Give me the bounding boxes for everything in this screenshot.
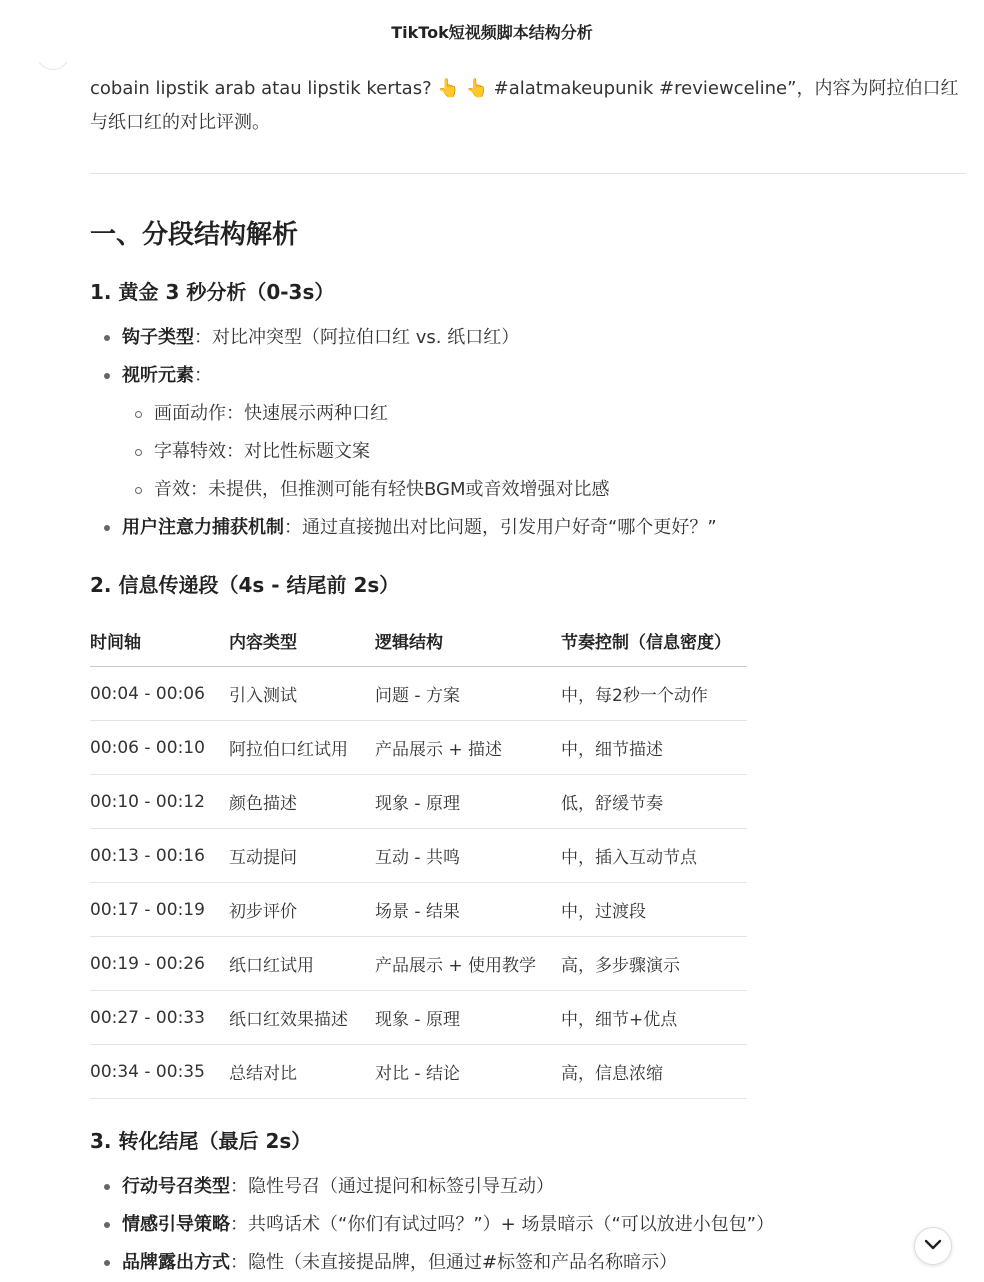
table-cell: 低，舒缓节奏 [561, 775, 747, 829]
list-item [90, 1206, 774, 1244]
table-cell: 中，过渡段 [561, 883, 747, 937]
emotion-strategy-value: ：共鸣话术（“你们有试过吗？”）+ 场景暗示（“可以放进小包包”） [230, 1214, 775, 1235]
table-row [90, 667, 747, 721]
divider [90, 173, 966, 174]
table-cell: 互动 - 共鸣 [375, 829, 561, 883]
table-row [90, 883, 747, 937]
table-header-row [90, 615, 747, 667]
emotion-strategy-label: 情感引导策略 [122, 1214, 230, 1235]
table-cell: 产品展示 + 使用教学 [375, 937, 561, 991]
table-cell: 高，多步骤演示 [561, 937, 747, 991]
table-cell: 阿拉伯口红试用 [229, 721, 375, 775]
column-header: 逻辑结构 [375, 615, 561, 667]
table-cell: 00:27 - 00:33 [90, 991, 229, 1045]
table-cell: 现象 - 原理 [375, 775, 561, 829]
brand-exposure-label: 品牌露出方式 [122, 1252, 230, 1273]
chevron-down-icon [924, 1239, 942, 1251]
table-cell: 中，每2秒一个动作 [561, 667, 747, 721]
column-header: 节奏控制（信息密度） [561, 615, 747, 667]
table-cell: 纸口红效果描述 [229, 991, 375, 1045]
table-row [90, 991, 747, 1045]
table-cell: 颜色描述 [229, 775, 375, 829]
subsection-title-info: 2. 信息传递段（4s - 结尾前 2s） [90, 573, 400, 597]
table-cell: 纸口红试用 [229, 937, 375, 991]
hook-type-label: 钩子类型 [122, 327, 194, 348]
golden-3s-list [90, 319, 717, 547]
list-item [90, 319, 717, 357]
hook-type-value: ：对比冲突型（阿拉伯口红 vs. 纸口红） [194, 327, 520, 348]
conversion-list [90, 1168, 774, 1282]
table-row [90, 721, 747, 775]
cta-type-label: 行动号召类型 [122, 1176, 230, 1197]
list-item [90, 509, 717, 547]
table-row [90, 1045, 747, 1099]
table-cell: 现象 - 原理 [375, 991, 561, 1045]
info-table [90, 615, 747, 1099]
table-cell: 引入测试 [229, 667, 375, 721]
table-cell: 00:19 - 00:26 [90, 937, 229, 991]
table-cell: 中，插入互动节点 [561, 829, 747, 883]
sub-list-item: 音效：未提供，但推测可能有轻快BGM或音效增强对比感 [90, 471, 717, 509]
av-elements-label: 视听元素 [122, 365, 194, 386]
list-item [90, 357, 717, 395]
subsection-title-golden-3s: 1. 黄金 3 秒分析（0-3s） [90, 280, 335, 304]
table-row [90, 775, 747, 829]
table-cell: 产品展示 + 描述 [375, 721, 561, 775]
sub-list-item: 字幕特效：对比性标题文案 [90, 433, 717, 471]
table-cell: 场景 - 结果 [375, 883, 561, 937]
list-item [90, 1168, 774, 1206]
section-heading: 一、分段结构解析 [90, 220, 299, 250]
table-cell: 00:13 - 00:16 [90, 829, 229, 883]
scroll-down-button[interactable] [914, 1227, 952, 1265]
table-cell: 对比 - 结论 [375, 1045, 561, 1099]
table-row [90, 937, 747, 991]
table-cell: 00:10 - 00:12 [90, 775, 229, 829]
attention-value: ：通过直接抛出对比问题，引发用户好奇“哪个更好？” [284, 517, 717, 538]
table-cell: 总结对比 [229, 1045, 375, 1099]
table-cell: 初步评价 [229, 883, 375, 937]
table-cell: 00:04 - 00:06 [90, 667, 229, 721]
table-cell: 中，细节+优点 [561, 991, 747, 1045]
attention-label: 用户注意力捕获机制 [122, 517, 284, 538]
table-cell: 问题 - 方案 [375, 667, 561, 721]
table-cell: 00:17 - 00:19 [90, 883, 229, 937]
table-cell: 00:06 - 00:10 [90, 721, 229, 775]
subsection-title-conversion: 3. 转化结尾（最后 2s） [90, 1129, 312, 1153]
brand-exposure-value: ：隐性（未直接提品牌，但通过#标签和产品名称暗示） [230, 1252, 678, 1273]
sub-list-item: 画面动作：快速展示两种口红 [90, 395, 717, 433]
table-cell: 00:34 - 00:35 [90, 1045, 229, 1099]
intro-paragraph: cobain lipstik arab atau lipstik kertas? 👆 👆 #alatmakeupunik #reviewceline”，内容为阿拉伯口红与纸口红的对比评测。 [90, 78, 959, 133]
table-row [90, 829, 747, 883]
list-item [90, 1244, 774, 1282]
cta-type-value: ：隐性号召（通过提问和标签引导互动） [230, 1176, 554, 1197]
table-cell: 高，信息浓缩 [561, 1045, 747, 1099]
column-header: 内容类型 [229, 615, 375, 667]
table-cell: 互动提问 [229, 829, 375, 883]
av-elements-value: ： [194, 365, 212, 386]
top-bar [0, 0, 984, 62]
page-title: TikTok短视频脚本结构分析 [391, 23, 593, 42]
table-cell: 中，细节描述 [561, 721, 747, 775]
column-header: 时间轴 [90, 615, 229, 667]
